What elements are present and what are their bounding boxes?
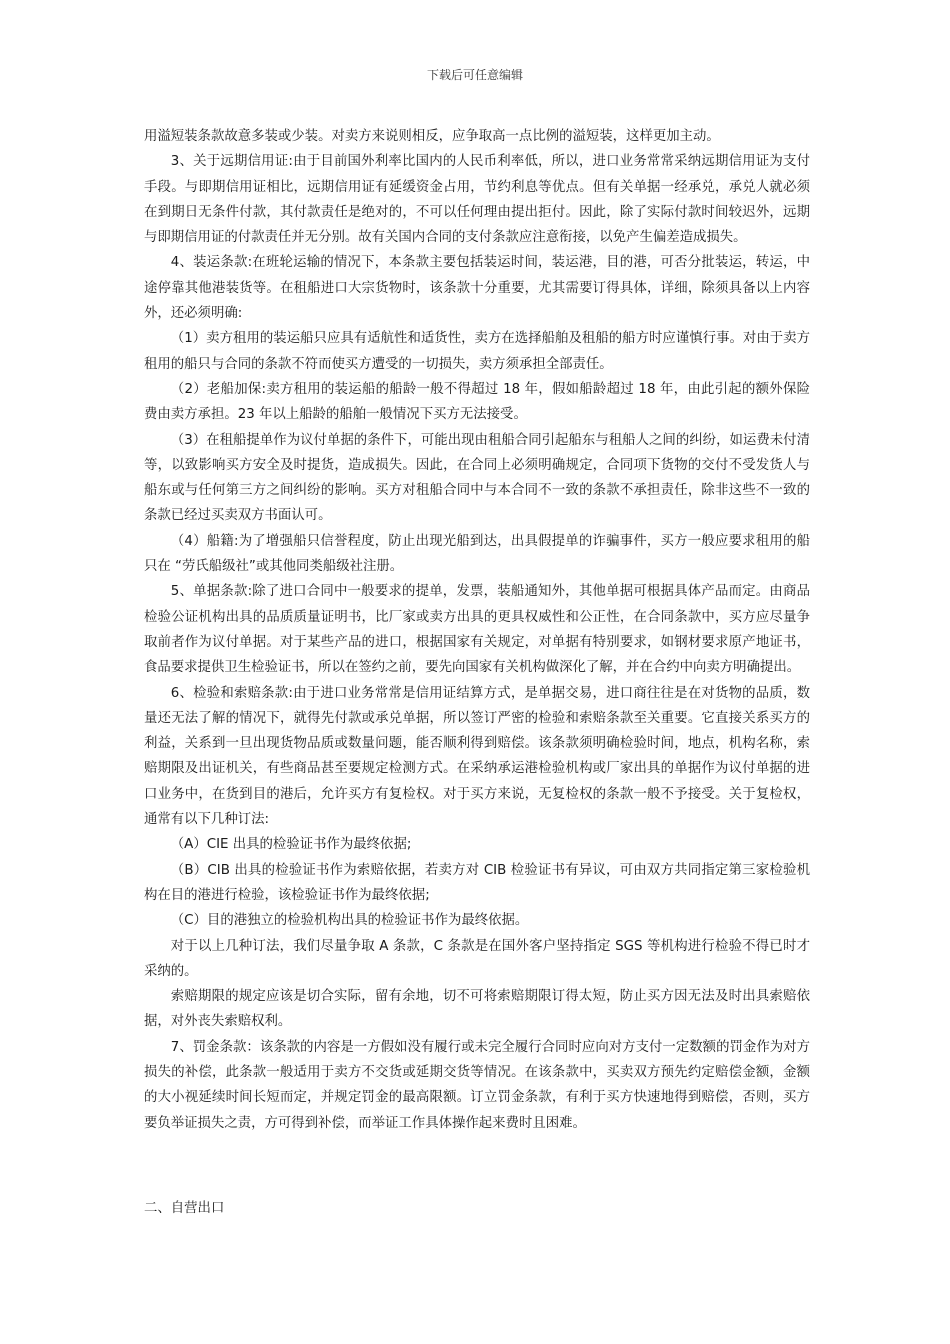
section-heading: 二、自营出口 [144, 1201, 225, 1216]
paragraph: 7、罚金条款：该条款的内容是一方假如没有履行或未完全履行合同时应向对方支付一定数额的罚金作为对方损失的补偿，此条款一般适用于卖方不交货或延期交货等情况。在该条款中，买卖双方预先约定赔偿金额，金额的大小视延续时间长短而定，并规定罚金的最高限额。订立罚金条款，有利于买方快速地得到赔偿，否则，买方要负举证损失之责，方可得到补偿，而举证工作具体操作起来费时且困难。 [144, 1039, 810, 1131]
paragraph: （1）卖方租用的装运船只应具有适航性和适货性，卖方在选择船舶及租船的船方时应谨慎行事。对由于卖方租用的船只与合同的条款不符而使买方遭受的一切损失，卖方须承担全部责任。 [144, 331, 810, 372]
paragraph: 用溢短装条款故意多装或少装。对卖方来说则相反，应争取高一点比例的溢短装，这样更加主动。 [144, 129, 720, 144]
paragraph: 对于以上几种订法，我们尽量争取 A 条款，C 条款是在国外客户坚持指定 SGS 等机构进行检验不得已时才采纳的。 [144, 938, 810, 979]
paragraph: （B）CIB 出具的检验证书作为索赔依据，若卖方对 CIB 检验证书有异议，可由双方共同指定第三家检验机构在目的港进行检验，该检验证书作为最终依据; [144, 862, 810, 903]
paragraph: （3）在租船提单作为议付单据的条件下，可能出现由租船合同引起船东与租船人之间的纠纷，如运费未付清等，以致影响买方安全及时提货，造成损失。因此，在合同上必须明确规定，合同项下货物的交付不受发货人与船东或与任何第三方之间纠纷的影响。买方对租船合同中与本合同不一致的条款不承担责任，除非这些不一致的条款已经过买卖双方书面认可。 [144, 432, 810, 524]
paragraph: 6、检验和索赔条款:由于进口业务常常是信用证结算方式，是单据交易，进口商往往是在对货物的品质，数量还无法了解的情况下，就得先付款或承兑单据，所以签订严密的检验和索赔条款至关重要。它直接关系买方的利益，关系到一旦出现货物品质或数量问题，能否顺利得到赔偿。该条款须明确检验时间，地点，机构名称，索赔期限及出证机关，有些商品甚至要规定检测方式。在采纳承运港检验机构或厂家出具的单据作为议付单据的进口业务中，在货到目的港后，允许买方有复检权。对于买方来说，无复检权的条款一般不予接受。关于复检权，通常有以下几种订法: [144, 685, 810, 828]
paragraph: （4）船籍:为了增强船只信誉程度，防止出现光船到达，出具假提单的诈骗事件，买方一般应要求租用的船只在 “劳氏船级社”或其他同类船级社注册。 [144, 533, 810, 575]
paragraph: （C）目的港独立的检验机构出具的检验证书作为最终依据。 [170, 913, 529, 929]
page-header: 下载后可任意编辑 [426, 68, 523, 82]
paragraph: 索赔期限的规定应该是切合实际，留有余地，切不可将索赔期限订得太短，防止买方因无法及时出具索赔依据，对外丧失索赔权利。 [144, 989, 810, 1030]
paragraph: （A）CIE 出具的检验证书作为最终依据; [170, 837, 412, 853]
paragraph: 5、单据条款:除了进口合同中一般要求的提单，发票，装船通知外，其他单据可根据具体产品而定。由商品检验公证机构出具的品质质量证明书，比厂家或卖方出具的更具权威性和公正性，在合同条款中，买方应尽量争取前者作为议付单据。对于某些产品的进口，根据国家有关规定，对单据有特别要求，如钢材要求原产地证书，食品要求提供卫生检验证书，所以在签约之前，要先向国家有关机构做深化了解，并在合约中向卖方明确提出。 [144, 584, 810, 676]
paragraph: （2）老船加保:卖方租用的装运船的船龄一般不得超过 18 年，假如船龄超过 18 年，由此引起的额外保险费由卖方承担。23 年以上船龄的船舶一般情况下买方无法接受。 [144, 381, 810, 423]
paragraph: 4、装运条款:在班轮运输的情况下，本条款主要包括装运时间，装运港，目的港，可否分批装运，转运，中途停靠其他港装货等。在租船进口大宗货物时，该条款十分重要，尤其需要订得具体，详细，除须具备以上内容外，还必须明确: [144, 255, 810, 322]
document-body [144, 124, 810, 1136]
paragraph: 3、关于远期信用证:由于目前国外利率比国内的人民币利率低，所以，进口业务常常采纳远期信用证为支付手段。与即期信用证相比，远期信用证有延缓资金占用，节约利息等优点。但有关单据一经承兑，承兑人就必须在到期日无条件付款，其付款责任是绝对的，不可以任何理由提出拒付。因此，除了实际付款时间较迟外，远期与即期信用证的付款责任并无分别。故有关国内合同的支付条款应注意衔接，以免产生偏差造成损失。 [144, 154, 810, 246]
